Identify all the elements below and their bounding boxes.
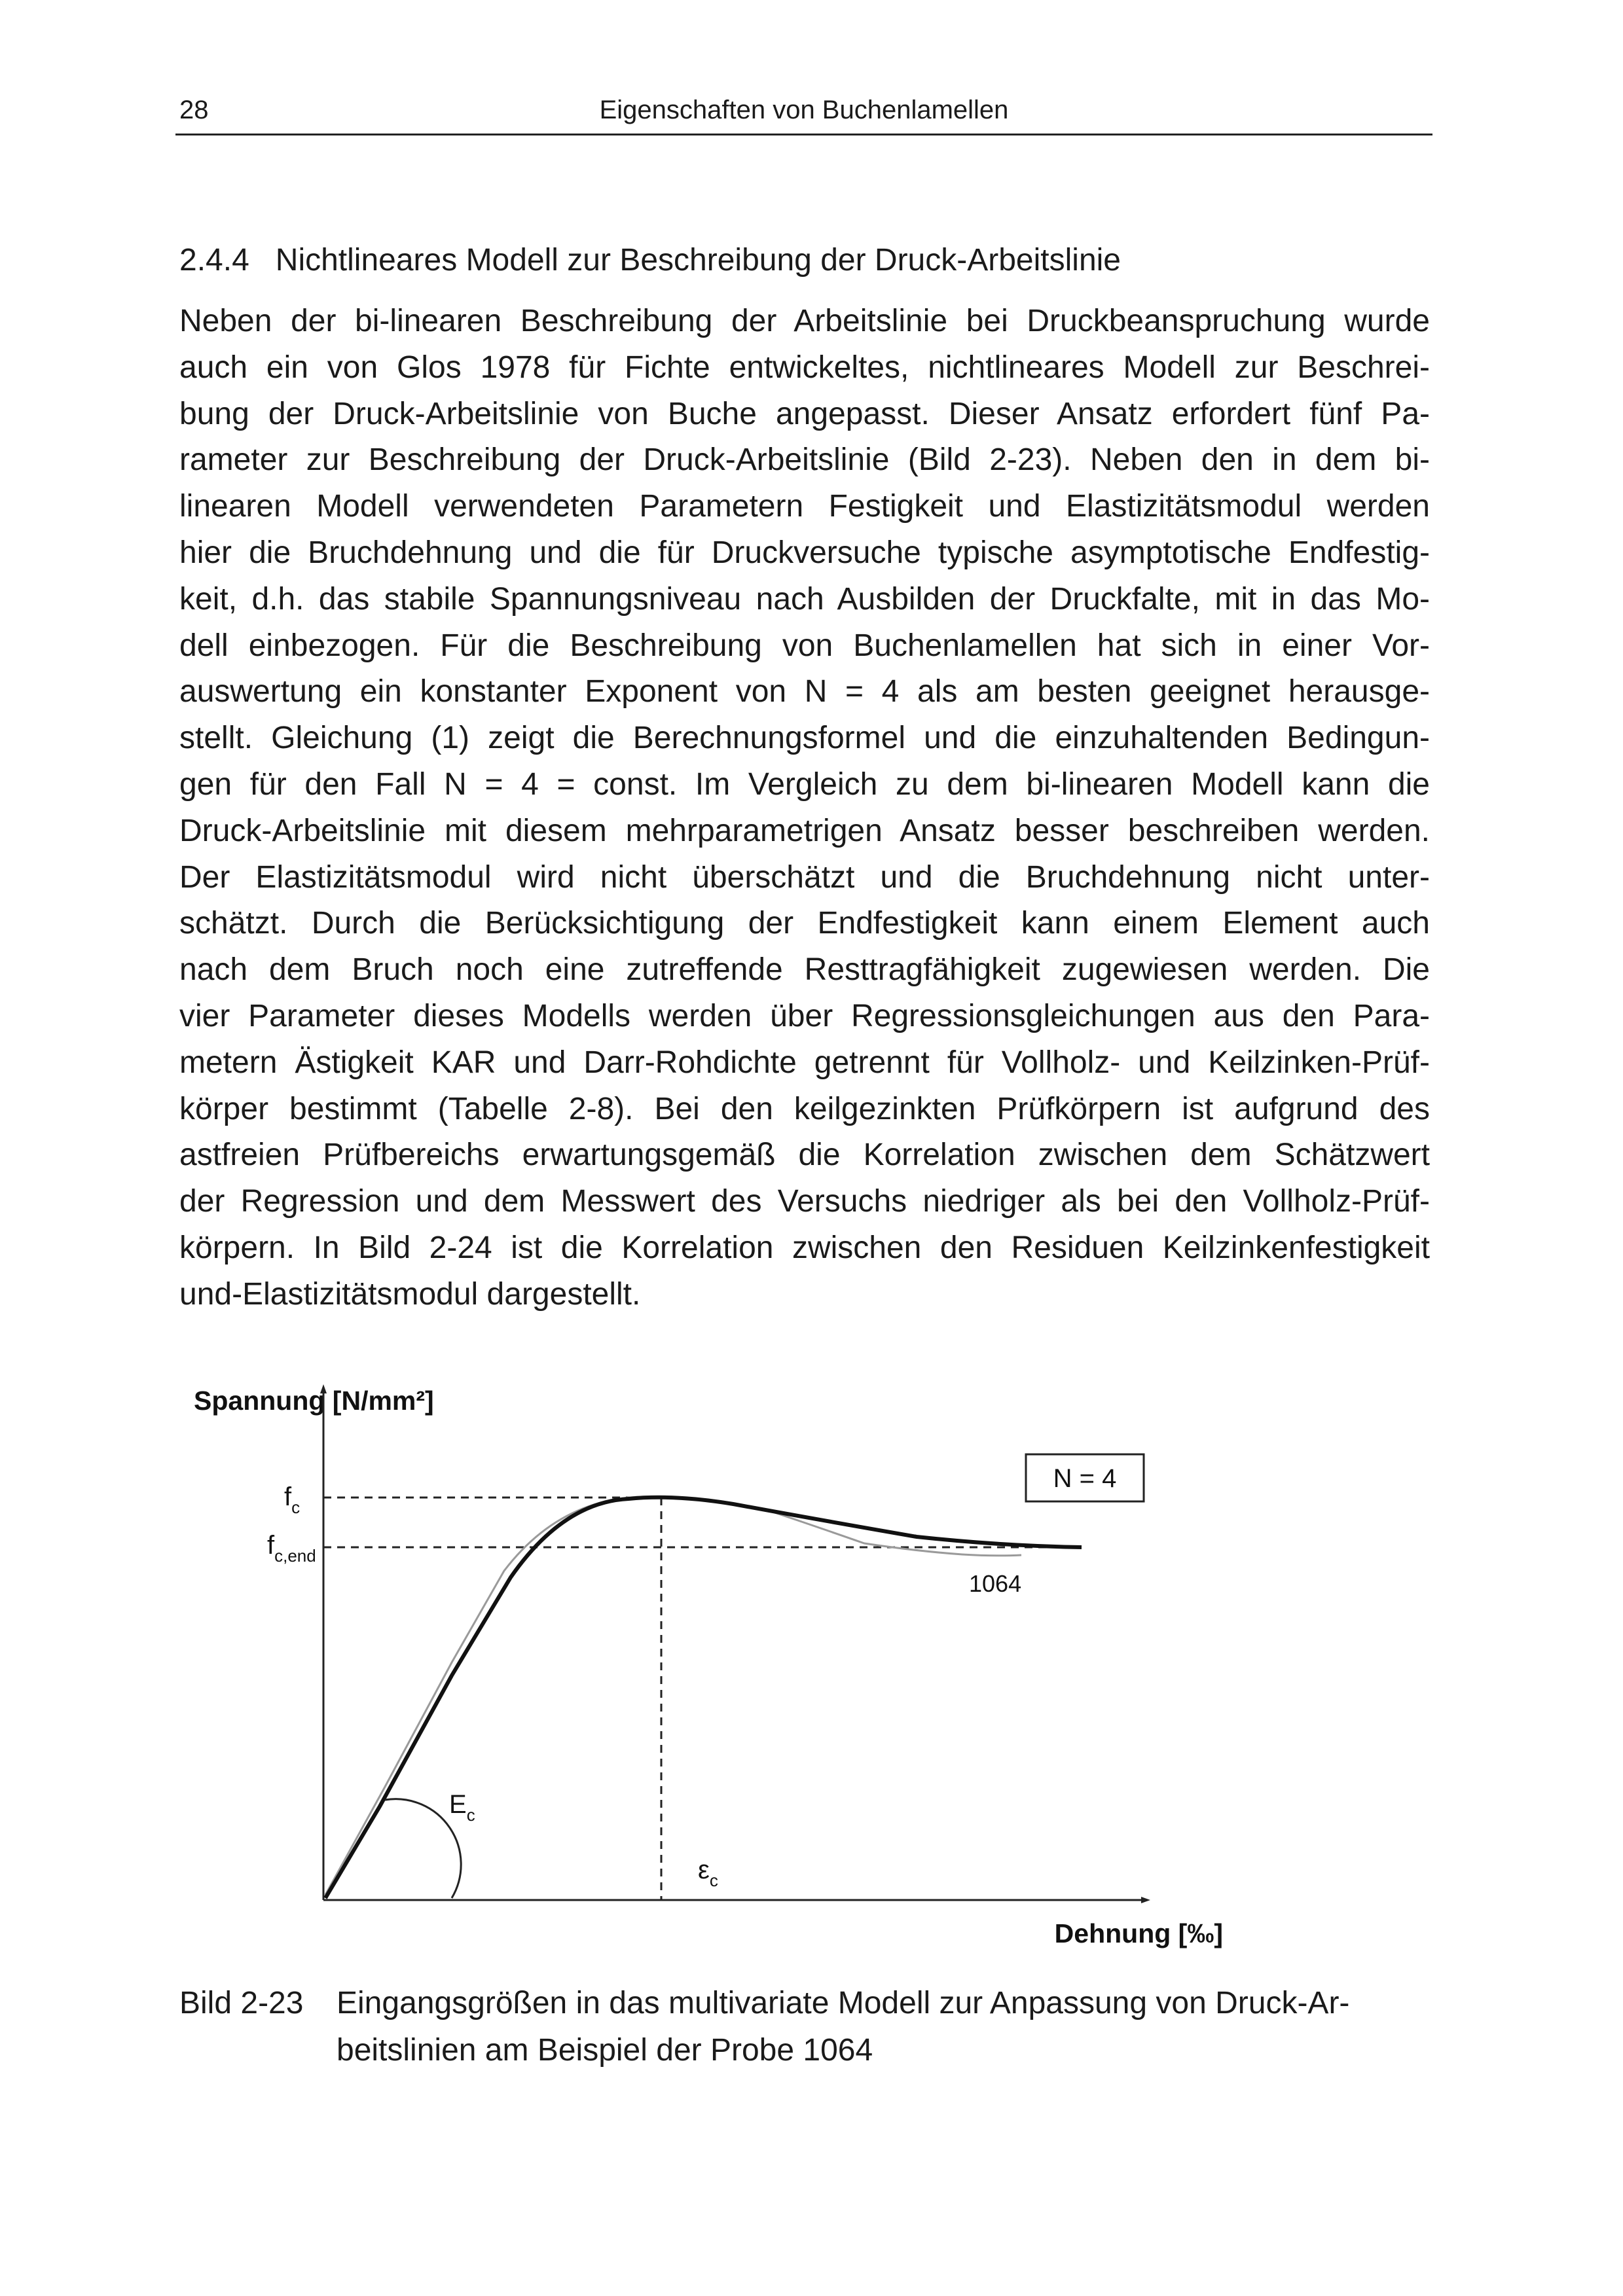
paragraph-line: keit, d.h. das stabile Spannungsniveau nach Ausbilden der Druckfalte, mit in das Mo- bbox=[179, 581, 1430, 617]
paragraph-line: dell einbezogen. Für die Beschreibung von Buchenlamellen hat sich in einer Vor- bbox=[179, 628, 1430, 663]
paragraph-line: metern Ästigkeit KAR und Darr-Rohdichte getrennt für Vollholz- und Keilzinken-Prüf- bbox=[179, 1045, 1430, 1080]
paragraph-line: und-Elastizitätsmodul dargestellt. bbox=[179, 1276, 641, 1312]
paragraph-line: Druck-Arbeitslinie mit diesem mehrparametrigen Ansatz besser beschreiben werden. bbox=[179, 813, 1430, 848]
section-title: Nichtlineares Modell zur Beschreibung der Druck-Arbeitslinie bbox=[275, 243, 1121, 278]
paragraph-line: nach dem Bruch noch eine zutreffende Resttragfähigkeit zugewiesen werden. Die bbox=[179, 952, 1430, 988]
page-number: 28 bbox=[179, 96, 209, 124]
measured-curve-1064 bbox=[325, 1497, 1021, 1895]
caption-line-1: Eingangsgrößen in das multivariate Modell zur Anpassung von Druck-Ar- bbox=[337, 1986, 1350, 2020]
paragraph-line: der Regression und dem Messwert des Versuchs niedriger als bei den Vollholz-Prüf- bbox=[179, 1184, 1430, 1219]
fc-label: $f_c$ bbox=[284, 1482, 301, 1517]
sample-label-1064: 1064 bbox=[969, 1570, 1022, 1597]
paragraph-line: auswertung ein konstanter Exponent von N = 4 als am besten geeignet herausge- bbox=[179, 674, 1430, 709]
running-title: Eigenschaften von Buchenlamellen bbox=[599, 96, 1009, 124]
fcend-label: $f_{c,end}$ bbox=[267, 1531, 316, 1566]
paragraph-line: körper bestimmt (Tabelle 2-8). Bei den keilgezinkten Prüfkörpern ist aufgrund des bbox=[179, 1091, 1430, 1126]
paragraph-line: gen für den Fall N = 4 = const. Im Vergleich zu dem bi-linearen Modell kann die bbox=[179, 766, 1430, 802]
paragraph-line: bung der Druck-Arbeitslinie von Buche angepasst. Dieser Ansatz erfordert fünf Pa- bbox=[179, 396, 1430, 431]
model-curve-n4 bbox=[325, 1498, 1082, 1898]
paragraph-line: astfreien Prüfbereichs erwartungsgemäß die Korrelation zwischen dem Schätzwert bbox=[179, 1138, 1430, 1173]
paragraph-line: vier Parameter dieses Modells werden über Regressionsgleichungen aus den Para- bbox=[179, 998, 1430, 1033]
paragraph-line: schätzt. Durch die Berücksichtigung der Endfestigkeit kann einem Element auch bbox=[179, 906, 1430, 941]
section-number: 2.4.4 bbox=[179, 243, 249, 278]
paragraph-line: rameter zur Beschreibung der Druck-Arbeitslinie (Bild 2-23). Neben den in dem bi- bbox=[179, 442, 1430, 478]
paragraph-line: Der Elastizitätsmodul wird nicht überschätzt und die Bruchdehnung nicht unter- bbox=[179, 859, 1430, 895]
paragraph-line: Neben der bi-linearen Beschreibung der Arbeitslinie bei Druckbeanspruchung wurde bbox=[179, 304, 1430, 338]
paragraph-line: körpern. In Bild 2-24 ist die Korrelation zwischen den Residuen Keilzinkenfestigkeit bbox=[179, 1230, 1430, 1265]
y-axis-label: Spannung [N/mm²] bbox=[194, 1386, 434, 1416]
paragraph-line: hier die Bruchdehnung und die für Druckversuche typische asymptotische Endfestig- bbox=[179, 535, 1430, 570]
x-axis-label: Dehnung [‰] bbox=[1054, 1918, 1223, 1948]
ec-label: $E_c$ bbox=[449, 1790, 475, 1825]
epsc-label: $\varepsilon_c$ bbox=[698, 1856, 718, 1890]
figure-caption-label: Bild 2-23 bbox=[179, 1986, 304, 2020]
legend-label: N = 4 bbox=[1053, 1464, 1117, 1493]
caption-line-2: beitslinien am Beispiel der Probe 1064 bbox=[337, 2033, 873, 2068]
paragraph-line: stellt. Gleichung (1) zeigt die Berechnungsformel und die einzuhaltenden Bedingun- bbox=[179, 721, 1430, 756]
figure-caption-text bbox=[337, 1980, 1349, 2074]
paragraph-line: linearen Modell verwendeten Parametern Festigkeit und Elastizitätsmodul werden bbox=[179, 489, 1430, 524]
paragraph-line: auch ein von Glos 1978 für Fichte entwickeltes, nichtlineares Modell zur Beschrei- bbox=[179, 350, 1430, 385]
